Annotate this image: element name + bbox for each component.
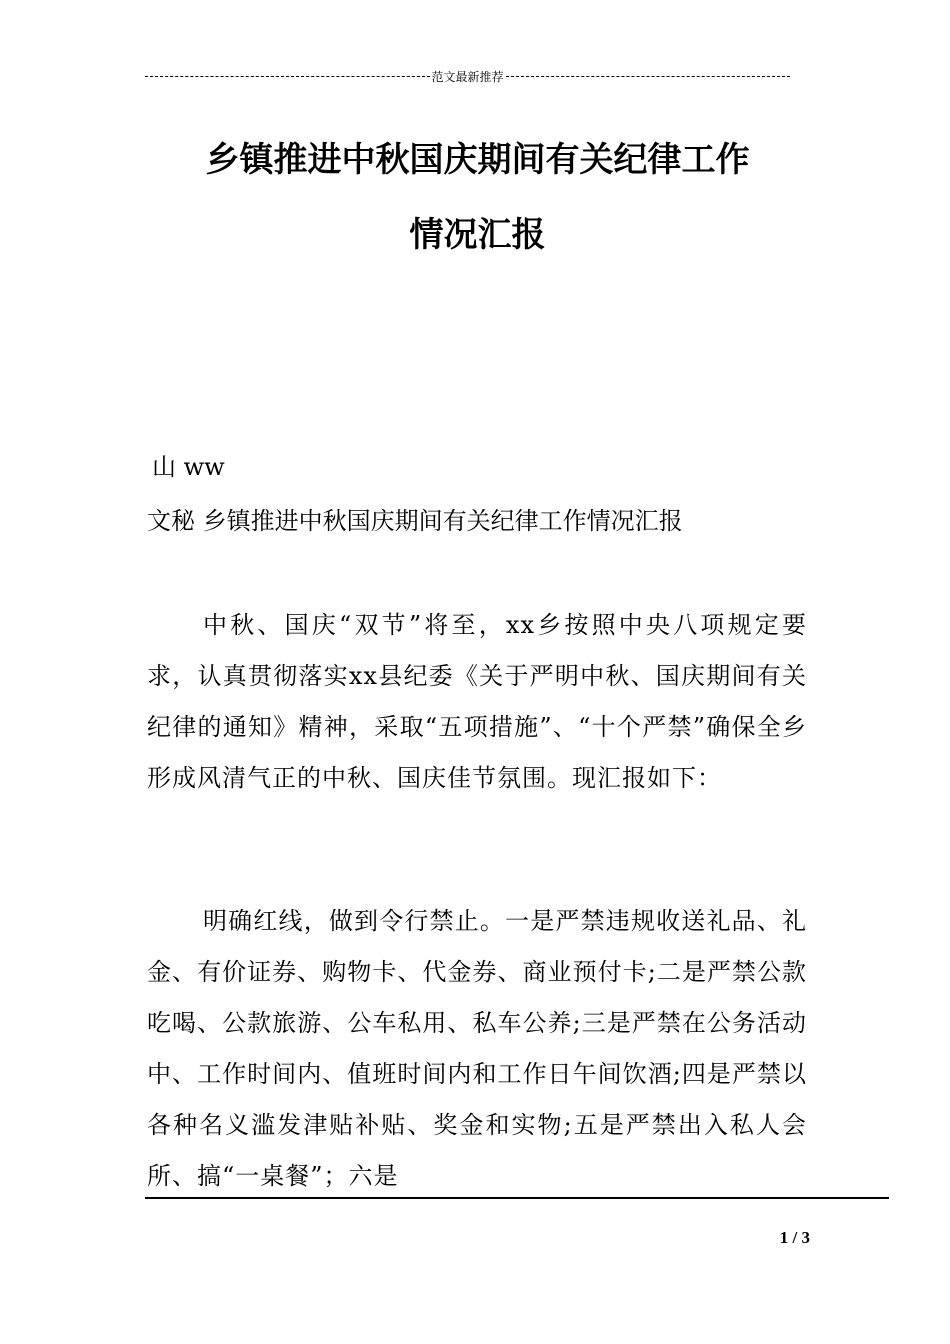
header-dashed-rule-left bbox=[145, 76, 430, 77]
header-text: 范文最新推荐 bbox=[431, 69, 504, 84]
page-number: 1 / 3 bbox=[779, 1228, 810, 1247]
body-paragraph-2: 明确红线，做到令行禁止。一是严禁违规收送礼品、礼金、有价证券、购物卡、代金券、商业预付卡;二是严禁公款吃喝、公款旅游、公车私用、私车公养;三是严禁在公务活动中、工作时间内、值班时间内和工作日午间饮酒;四是严禁以各种名义滥发津贴补贴、奖金和实物;五是严禁出入私人会所、搞“一桌餐”；六是 bbox=[147, 907, 807, 1190]
page-header bbox=[145, 68, 790, 84]
meta-line-2: 文秘 乡镇推进中秋国庆期间有关纪律工作情况汇报 bbox=[147, 507, 683, 535]
header-dashed-rule-right bbox=[506, 76, 791, 77]
document-title-line-1: 乡镇推进中秋国庆期间有关纪律工作 bbox=[205, 140, 750, 180]
meta-line-1: 山 ww bbox=[152, 453, 225, 481]
footer-rule bbox=[145, 1197, 889, 1199]
document-title-line-2: 情况汇报 bbox=[409, 215, 546, 255]
body-paragraph-1: 中秋、国庆“双节”将至，xx乡按照中央八项规定要求，认真贯彻落实xx县纪委《关于严明中秋、国庆期间有关纪律的通知》精神，采取“五项措施”、“十个严禁”确保全乡形成风清气正的中秋、国庆佳节氛围。现汇报如下： bbox=[147, 611, 807, 792]
